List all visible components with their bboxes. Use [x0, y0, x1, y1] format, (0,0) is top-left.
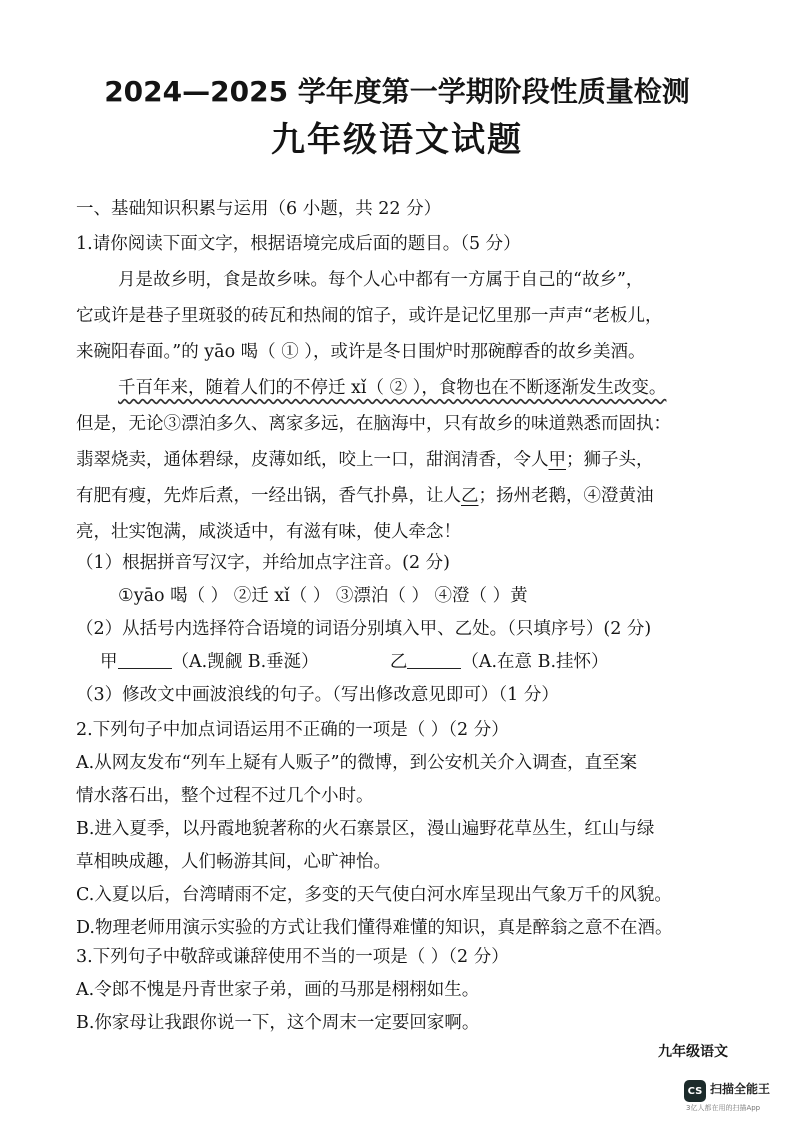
exam-subtitle: 九年级语文试题 [271, 120, 523, 160]
passage-line-6 [76, 448, 654, 472]
question-1-stem: 1.请你阅读下面文字，根据语境完成后面的题目。（5 分） [76, 234, 521, 254]
blank-yi-marker: 乙 [461, 486, 479, 506]
passage-line-7 [76, 484, 654, 508]
passage-line-5: 但是，无论③漂泊多久、离家多远，在脑海中，只有故乡的味道熟悉而固执： [76, 414, 671, 434]
sub-question-3: （3）修改文中画波浪线的句子。（写出修改意见即可）（1 分） [76, 685, 559, 705]
q2-option-a-2: 情水落石出，整个过程不过几个小时。 [76, 786, 374, 806]
question-3-stem: 3.下列句子中敬辞或谦辞使用不当的一项是（ ）（2 分） [76, 947, 509, 967]
question-2-stem: 2.下列句子中加点词语运用不正确的一项是（ ）（2 分） [76, 720, 509, 740]
jia-answer-blank[interactable] [118, 652, 172, 669]
q2-option-a-1: A.从网友发布“列车上疑有人贩子”的微博，到公安机关介入调查，直至案 [76, 753, 638, 773]
q2-option-b-2: 草相映成趣，人们畅游其间，心旷神怡。 [76, 852, 391, 872]
q3-option-b: B.你家母让我跟你说一下，这个周末一定要回家啊。 [76, 1013, 480, 1033]
wavy-sentence: 千百年来，随着人们的不停迁 xǐ（ ② ），食物也在不断逐渐发生改变。 [118, 378, 667, 398]
sub-question-2-options [100, 650, 609, 674]
passage-line-6-tail: ；狮子头， [566, 450, 654, 470]
passage-line-2: 它或许是巷子里斑驳的砖瓦和热闹的馆子，或许是记忆里那一声声“老板儿， [76, 306, 663, 326]
sub-question-1-items: ①yāo 喝（ ） ②迁 xǐ（ ） ③漂泊（ ） ④澄（ ）黄 [118, 586, 528, 606]
passage-line-8: 亮，壮实饱满，咸淡适中，有滋有味，使人牵念！ [76, 522, 461, 542]
passage-line-1: 月是故乡明，食是故乡味。每个人心中都有一方属于自己的“故乡”， [118, 270, 644, 290]
passage-line-3: 来碗阳春面。”的 yāo 喝（ ① ），或许是冬日围炉时那碗醇香的故乡美酒。 [76, 342, 646, 362]
yi-answer-blank[interactable] [407, 652, 461, 669]
blank-jia-marker: 甲 [548, 450, 566, 470]
jia-label: 甲 [100, 652, 118, 672]
yi-options: （A.在意 B.挂怀） [461, 652, 609, 672]
yi-label: 乙 [389, 652, 408, 672]
q3-option-a: A.令郎不愧是丹青世家子弟，画的马那是栩栩如生。 [76, 980, 480, 1000]
section-heading: 一、基础知识积累与运用（6 小题，共 22 分） [76, 199, 442, 219]
camscanner-logo-icon: CS [684, 1080, 706, 1102]
scanner-watermark-band [0, 1066, 794, 1124]
passage-line-6-text: 翡翠烧卖，通体碧绿，皮薄如纸，咬上一口，甜润清香，令人 [76, 450, 549, 470]
camscanner-tagline: 3亿人都在用的扫描App [686, 1104, 761, 1112]
sub-question-1: （1）根据拼音写汉字，并给加点字注音。(2 分) [76, 553, 450, 573]
q2-option-d: D.物理老师用演示实验的方式让我们懂得难懂的知识，真是醉翁之意不在酒。 [76, 918, 673, 938]
q2-option-b-1: B.进入夏季，以丹霞地貌著称的火石寨景区，漫山遍野花草丛生，红山与绿 [76, 819, 655, 839]
sub-question-2: （2）从括号内选择符合语境的词语分别填入甲、乙处。（只填序号）(2 分) [76, 619, 652, 639]
passage-line-7-tail: ；扬州老鹅，④澄黄油 [478, 486, 654, 506]
camscanner-name: 扫描全能王 [710, 1082, 771, 1096]
passage-line-7-text: 有肥有瘦，先炸后煮，一经出锅，香气扑鼻，让人 [76, 486, 461, 506]
jia-options: （A.觊觎 B.垂涎） [171, 652, 319, 672]
exam-title: 2024—2025 学年度第一学期阶段性质量检测 [104, 75, 690, 108]
q2-option-c: C.入夏以后，台湾晴雨不定，多变的天气使白河水库呈现出气象万千的风貌。 [76, 885, 672, 905]
page-footer: 九年级语文 [658, 1044, 728, 1060]
